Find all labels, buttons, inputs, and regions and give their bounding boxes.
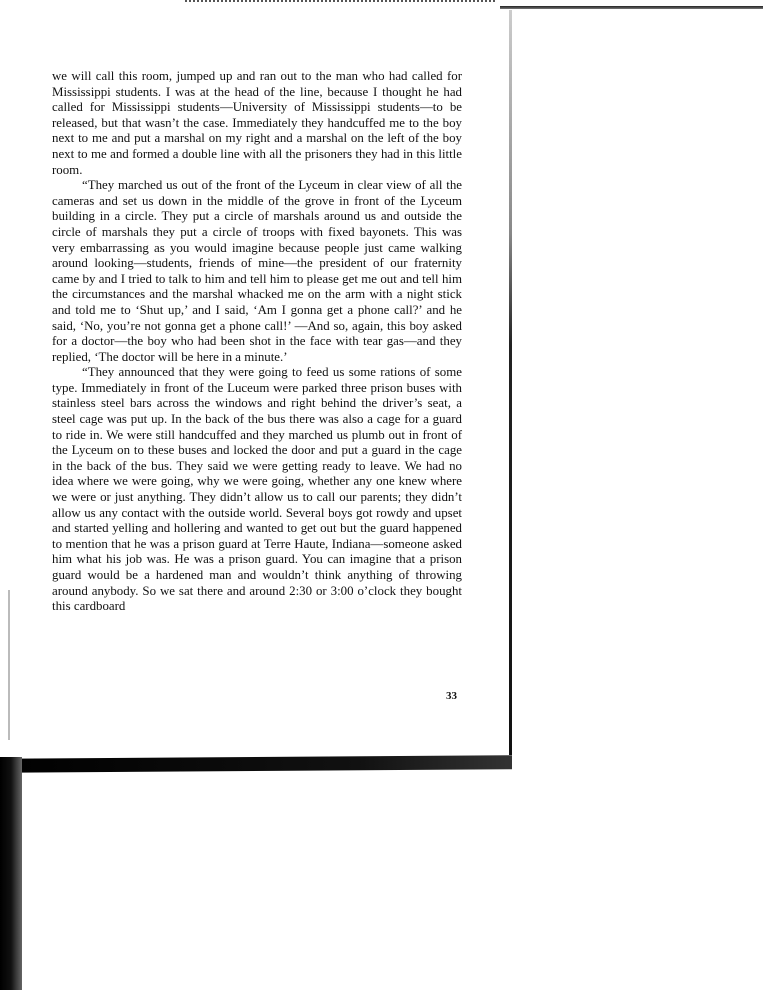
body-text bbox=[52, 69, 462, 615]
paragraph-1: we will call this room, jumped up and ran out to the man who had called for Mississippi students. I was at the head of the line, because I thought he had called for Mississippi students—University of Mississippi students—to be released, but that wasn’t the case. Immediately they handcuffed me to the boy next to me and put a marshal on my right and a marshal on the left of the boy next to me and formed a double line with all the prisoners they had in this little room. bbox=[52, 69, 462, 177]
scan-right-edge bbox=[509, 10, 512, 755]
page-number: 33 bbox=[446, 690, 457, 702]
scan-top-edge bbox=[500, 6, 763, 9]
paragraph-2: “They marched us out of the front of the Lyceum in clear view of all the cameras and set us down in the middle of the grove in front of the Lyceum building in a circle. They put a circle of marshals around us and outside the circle of marshals they put a circle of troops with fixed bayonets. This was very embarrassing as you would imagine because people just came walking around looking—students, friends of mine—the president of our fraternity came by and I tried to talk to him and tell him to please get me out and tell him the circumstances and the marshal whacked me on the arm with a night stick and told me to ‘Shut up,’ and I said, ‘Am I gonna get a phone call?’ and he said, ‘No, you’re not gonna get a phone call!’ —And so, again, this boy asked for a doctor—the boy who had been shot in the face with tear gas—and they replied, ‘The doctor will be here in a minute.’ bbox=[52, 178, 462, 364]
paragraph-3: “They announced that they were going to feed us some rations of some type. Immediately in front of the Luceum were parked three prison buses with stainless steel bars across the windows and right behind the driver’s seat, a steel cage was put up. In the back of the bus there was also a cage for a guard to ride in. We were still handcuffed and they marched us plumb out in front of the Lyceum on to these buses and locked the door and put a guard in the cage in the back of the bus. They said we were getting ready to leave. We had no idea where we were going, why we were going, whether any one knew where we were or just anything. They didn’t allow us to call our parents; they didn’t allow us any contact with the outside world. Several boys got rowdy and upset and started yelling and hollering and wanted to get out but the guard happened to mention that he was a prison guard at Terre Haute, Indiana—someone asked him what his job was. He was a prison guard. You can imagine that a prison guard would be a hardened man and wouldn’t think anything of throwing around anybody. So we sat there and around 2:30 or 3:00 o’clock they bought this cardboard bbox=[52, 365, 462, 614]
scan-left-shadow bbox=[0, 757, 22, 990]
scan-bottom-area bbox=[0, 757, 763, 990]
